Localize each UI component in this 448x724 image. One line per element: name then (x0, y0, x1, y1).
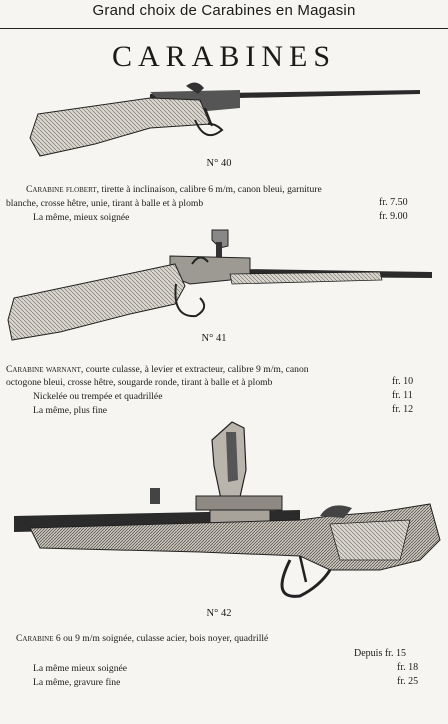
carabine-42-illustration (0, 420, 448, 620)
carabine-42-price-3: fr. 25 (397, 676, 419, 687)
carabine-41-desc-line-1 (6, 363, 309, 376)
carabine-41-number: N° 41 (201, 333, 227, 344)
carabine-40-desc-2: blanche, crosse hêtre, unie, tirant à balle et à plomb (6, 198, 204, 209)
carabine-40-number: N° 40 (206, 158, 232, 169)
carabine-41-price-1: fr. 10 (392, 376, 414, 387)
carabine-41-sub-2: La même, plus fine (33, 405, 108, 416)
carabine-41-desc-1: courte culasse, à levier et extracteur, calibre 9 m/m, canon (85, 364, 309, 375)
carabine-41-price-3: fr. 12 (392, 404, 414, 415)
carabine-40-desc-line-1 (26, 183, 322, 196)
page-header: Grand choix de Carabines en Magasin (92, 2, 356, 19)
carabine-40-price-2: fr. 9.00 (379, 211, 408, 222)
carabine-42-desc-line-1 (16, 632, 268, 645)
carabine-40-lead: Carabine flobert, (26, 184, 99, 195)
carabine-42-number: N° 42 (206, 608, 232, 619)
carabine-41-desc-2: octogone bleui, crosse hêtre, sougarde ronde, tirant à balle et à plomb (6, 377, 273, 388)
page-title: CARABINES (111, 40, 337, 73)
carabine-40-sub-1: La même, mieux soignée (33, 212, 130, 223)
carabine-42-desc-1: 6 ou 9 m/m soignée, culasse acier, bois noyer, quadrillé (55, 633, 269, 644)
carabine-41-price-2: fr. 11 (392, 390, 413, 401)
carabine-42-sub-2: La même, gravure fine (33, 677, 121, 688)
carabine-42-lead: Carabine (16, 633, 54, 644)
carabine-42-sub-1: La même mieux soignée (33, 663, 128, 674)
carabine-40-desc-1: tirette à inclinaison, calibre 6 m/m, canon bleui, garniture (101, 184, 322, 195)
carabine-41-sub-1: Nickelée ou trempée et quadrillée (33, 391, 163, 402)
carabine-41-illustration (0, 228, 448, 346)
carabine-41-lead: Carabine warnant, (6, 364, 84, 375)
carabine-42-price-2: fr. 18 (397, 662, 419, 673)
header-rule (0, 28, 448, 29)
carabine-40-illustration (0, 78, 448, 158)
carabine-40-price-1: fr. 7.50 (379, 197, 408, 208)
carabine-42-price-1: Depuis fr. 15 (354, 648, 406, 659)
